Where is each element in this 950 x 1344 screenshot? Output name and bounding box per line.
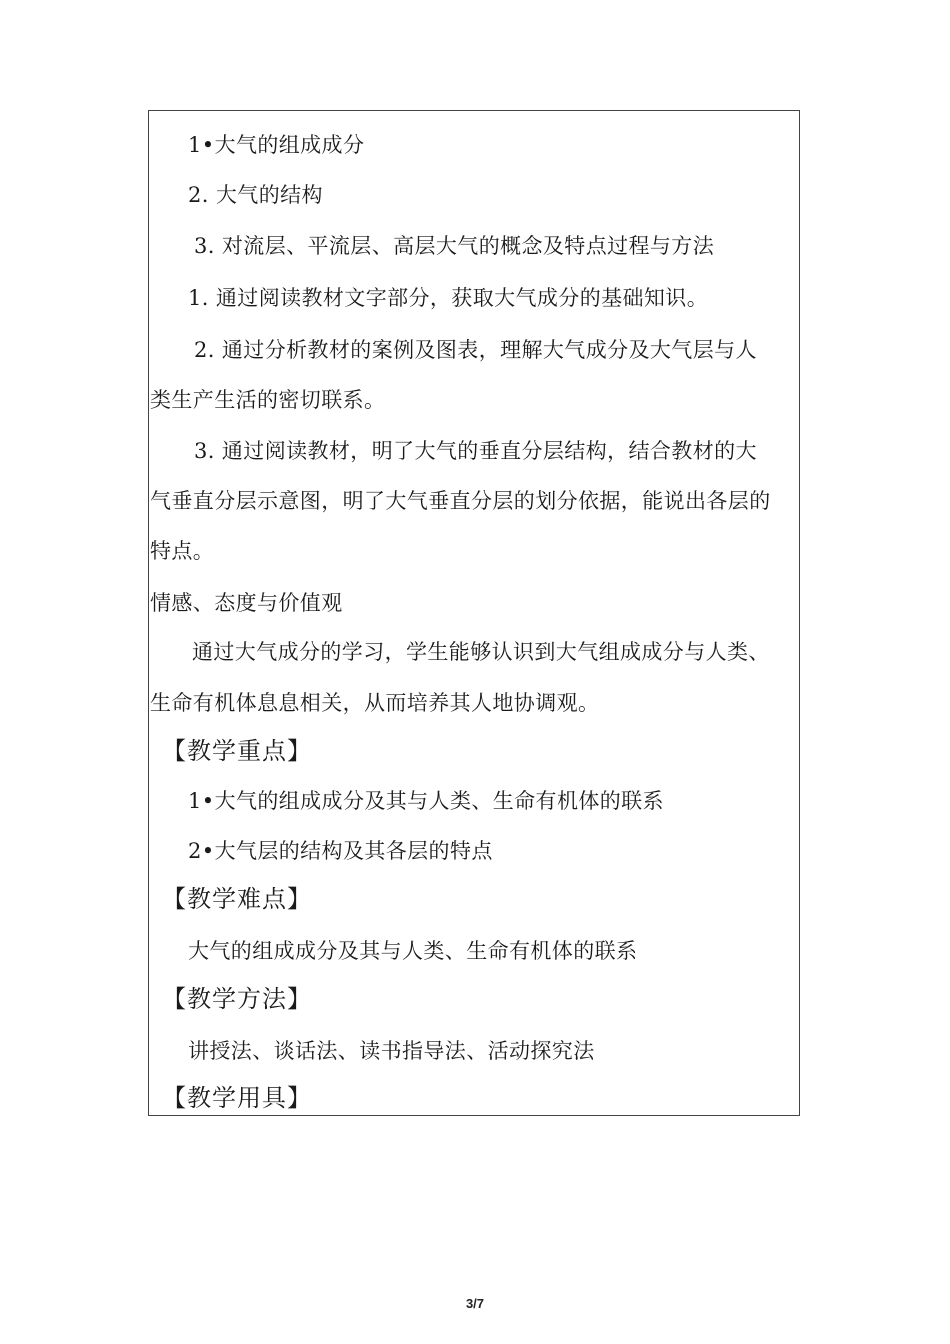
text-line: 2. 大气的结构: [188, 183, 323, 207]
heading-key-points: 【教学重点】: [162, 737, 312, 765]
text-line: 3. 通过阅读教材，明了大气的垂直分层结构，结合教材的大: [194, 439, 757, 463]
text-line: 大气的组成成分及其与人类、生命有机体的联系: [188, 939, 638, 963]
text-line: 类生产生活的密切联系。: [150, 388, 386, 412]
heading-difficulties: 【教学难点】: [162, 885, 312, 913]
text-line: 特点。: [150, 539, 215, 563]
page-number: 3/7: [465, 1296, 485, 1311]
text-line: 生命有机体息息相关，从而培养其人地协调观。: [150, 691, 600, 715]
text-line: 气垂直分层示意图，明了大气垂直分层的划分依据，能说出各层的: [150, 489, 771, 513]
section-label: 情感、态度与价值观: [150, 591, 343, 615]
heading-tools: 【教学用具】: [162, 1084, 312, 1112]
text-line: 1•大气的组成成分: [188, 133, 365, 157]
text-line: 讲授法、谈话法、读书指导法、活动探究法: [188, 1039, 595, 1063]
text-line: 通过大气成分的学习，学生能够认识到大气组成成分与人类、: [192, 640, 770, 664]
text-line: 3. 对流层、平流层、高层大气的概念及特点过程与方法: [194, 234, 715, 258]
text-line: 2. 通过分析教材的案例及图表，理解大气成分及大气层与人: [194, 338, 757, 362]
text-line: 1. 通过阅读教材文字部分，获取大气成分的基础知识。: [188, 286, 709, 310]
text-line: 1•大气的组成成分及其与人类、生命有机体的联系: [188, 789, 664, 813]
heading-methods: 【教学方法】: [162, 985, 312, 1013]
text-line: 2•大气层的结构及其各层的特点: [188, 839, 493, 863]
